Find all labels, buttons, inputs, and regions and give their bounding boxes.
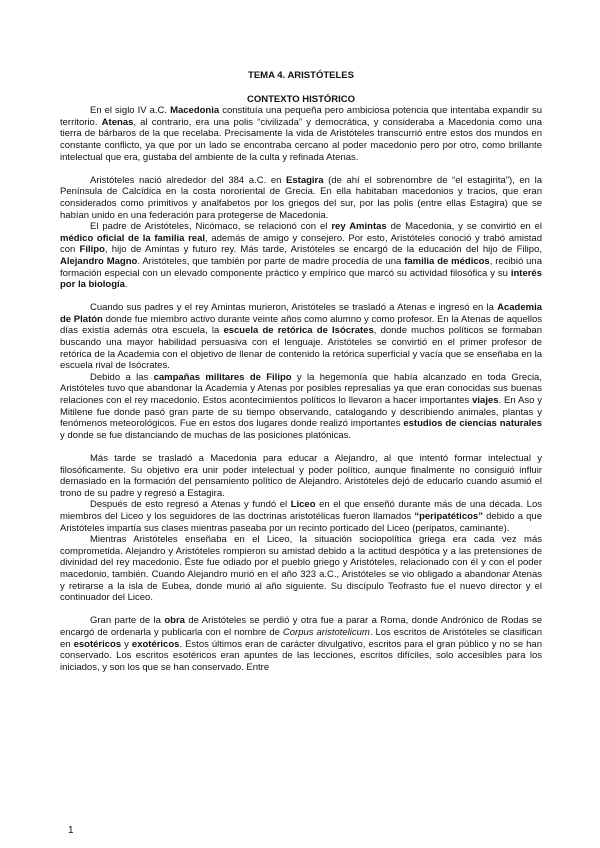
bold-term: viajes xyxy=(472,395,499,407)
text-run: , hijo de Amintas y futuro rey. Más tarde, Aristóteles se encargó de la educación del hijo de Filipo, xyxy=(104,244,542,256)
text-run: y donde se fue distanciando de muchas de las posiciones platónicas. xyxy=(60,429,351,441)
text-run: Más tarde se trasladó a Macedonia para educar a Alejandro, al que intentó formar intelectual y filosóficamente. Su objetivo era unir poder intelectual y poder político, aunque finalmente no consiguió influir demasiado en la formación del pensamiento político de Alejandro. Aristóteles dejó de educarlo cuando asumió el trono de su padre y regresó a Estagira. xyxy=(60,453,542,499)
text-run: . En Aso y Mitilene fue donde pasó gran parte de su tiempo observando, catalogando y describiendo animales, plantas y fenómenos meteorológicos. Fue en estos dos lugares donde realizó importantes xyxy=(60,395,542,430)
text-run: Gran parte de la xyxy=(90,615,165,627)
bold-term: escuela de retórica de Isócrates xyxy=(223,325,374,337)
text-run: de Macedonia, y se convirtió en el xyxy=(386,221,543,233)
paragraph xyxy=(60,105,542,163)
bold-term: Atenas xyxy=(101,116,134,128)
text-run: Cuando sus padres y el rey Amintas murieron, Aristóteles se trasladó a Atenas e ingresó en la xyxy=(90,302,498,314)
bold-term: Liceo xyxy=(290,499,316,511)
document-body xyxy=(60,70,542,673)
paragraph-list xyxy=(60,105,542,673)
text-run: . Aristóteles, que también por parte de madre procedía de una xyxy=(137,255,405,267)
text-run: y la hegemonía que había alcanzado en toda Grecia, Aristóteles tuvo que abandonar la Academia y Atenas por posibles represalias ya que eran conocidas sus buenas relaciones con el rey macedonio. Estos acontecimientos políticos lo llevaron a hacer importantes xyxy=(60,371,542,407)
bold-term: familia de médicos xyxy=(404,255,490,267)
paragraph xyxy=(60,221,542,291)
bold-term: campañas militares de Filipo xyxy=(153,371,292,383)
text-run: . Estos últimos eran de carácter divulgativo, escritos para el gran público y no se han conservado. Los escritos esotéricos eran apuntes de las lecciones, escritos difíciles, solo accesibles para los iniciados, y son los que se han conservado. Entre xyxy=(60,638,543,673)
text-run: constituía una pequeña pero ambiciosa potencia que intentaba expandir su territorio. xyxy=(60,105,542,128)
text-run: Después de esto regresó a Atenas y fundó el xyxy=(90,499,291,511)
paragraph xyxy=(60,372,542,442)
bold-term: Alejandro Magno xyxy=(60,255,138,267)
text-run: , además de amigo y consejero. Por esto, Aristóteles conoció y trabó amistad con xyxy=(60,232,542,256)
paragraph xyxy=(60,175,542,221)
italic-term: Corpus aristotelicum xyxy=(282,626,370,638)
section-heading: CONTEXTO HISTÓRICO xyxy=(246,93,356,105)
text-run: donde fue miembro activo durante veinte años como alumno y como profesor. En la Atenas de aquellos días existía además otra escuela, la xyxy=(60,313,542,337)
paragraph xyxy=(60,615,542,673)
bold-term: Filipo xyxy=(79,244,105,256)
text-run: debido a que Aristóteles impartía sus clases mientras paseaba por un recinto porticado del Liceo (peripatos, caminante). xyxy=(60,510,542,534)
text-run: , al contrario, era una polis “civilizada” y democrática, y consideraba a Macedonia como una tierra de bárbaros de la que recelaba. Precisamente la vida de Aristóteles transcurrió entre estos dos mundos en constante conflicto, ya que por un lado se encontraba cercano al poder macedonio pero por otro, como brillante intelectual que era, gustaba del ambiente de la culta y refinada Atenas. xyxy=(60,116,542,163)
text-run: y xyxy=(121,638,132,650)
text-run: , recibió una formación especial con un elevado componente práctico y empírico que marcó su actividad filosófica y su xyxy=(60,255,542,279)
paragraph xyxy=(60,302,542,372)
page-number: 1 xyxy=(68,825,74,836)
paragraph xyxy=(60,453,542,499)
text-run: (de ahí el sobrenombre de “el estagirita”), en la Península de Calcídica en la costa nororiental de Grecia. En ella habitaban macedonios y tracios, que eran considerados como primitivos y analfabetos por los griegos del sur, por las polis (entre ellas Estagira) que se habían unido en una federación para protegerse de Macedonia. xyxy=(60,174,542,221)
text-run: . xyxy=(124,279,128,291)
bold-term: Macedonia xyxy=(170,105,220,117)
bold-term: estudios de ciencias naturales xyxy=(403,418,542,430)
bold-term: esotéricos xyxy=(73,638,122,650)
bold-term: “peripatéticos” xyxy=(414,510,483,522)
bold-term: Estagira xyxy=(286,174,324,186)
bold-term: médico oficial de la familia real xyxy=(60,232,206,244)
text-run: Mientras Aristóteles enseñaba en el Liceo, la situación sociopolítica griega era cada vez más comprometida. Alejandro y Aristóteles rompieron su amistad debido a la actitud despótica y a las pretensiones de divinidad del rey macedonio. Éste fue odiado por el pueblo griego y Aristóteles, relacionado con él y con el poder macedonio, también. Cuando Alejandro murió en el año 323 a.C., Aristóteles se vio obligado a abandonar Atenas y retirarse a la isla de Eubea, donde murió al año siguiente. Su discípulo Teofrasto fue el nuevo director y el continuador del Liceo. xyxy=(60,534,542,604)
text-run: . Los escritos de Aristóteles se clasifican en xyxy=(60,626,542,650)
paragraph xyxy=(60,499,542,534)
text-run: Aristóteles nació alrededor del 384 a.C. en xyxy=(90,174,287,186)
bold-term: obra xyxy=(164,615,185,627)
bold-term: Academia de Platón xyxy=(60,302,542,325)
text-run: Debido a las xyxy=(90,371,154,383)
bold-term: interés por la biología xyxy=(60,267,542,291)
bold-term: exotéricos xyxy=(131,638,180,650)
text-run: de Aristóteles se perdió y otra fue a parar a Roma, donde Andrónico de Rodas se encargó de ordenarla y publicarla con el nombre de xyxy=(60,615,542,638)
text-run: En el siglo IV a.C. xyxy=(90,105,171,117)
text-run: en el que enseñó durante más de una década. Los miembros del Liceo y los seguidores de las doctrinas aristotélicas fueron llamados xyxy=(60,499,542,522)
bold-term: rey Amintas xyxy=(331,221,387,233)
document-title: TEMA 4. ARISTÓTELES xyxy=(248,70,354,81)
text-run: , donde muchos políticos se formaban buscando una mayor habilidad persuasiva con el lenguaje. Aristóteles se convirtió en el primer profesor de retórica de la Academia con el objetivo de llenar de contenido la retórica superficial y vacía que se enseñaba en la escuela rival de Isócrates. xyxy=(60,325,542,372)
paragraph xyxy=(60,534,542,604)
text-run: El padre de Aristóteles, Nicómaco, se relacionó con el xyxy=(90,221,332,233)
